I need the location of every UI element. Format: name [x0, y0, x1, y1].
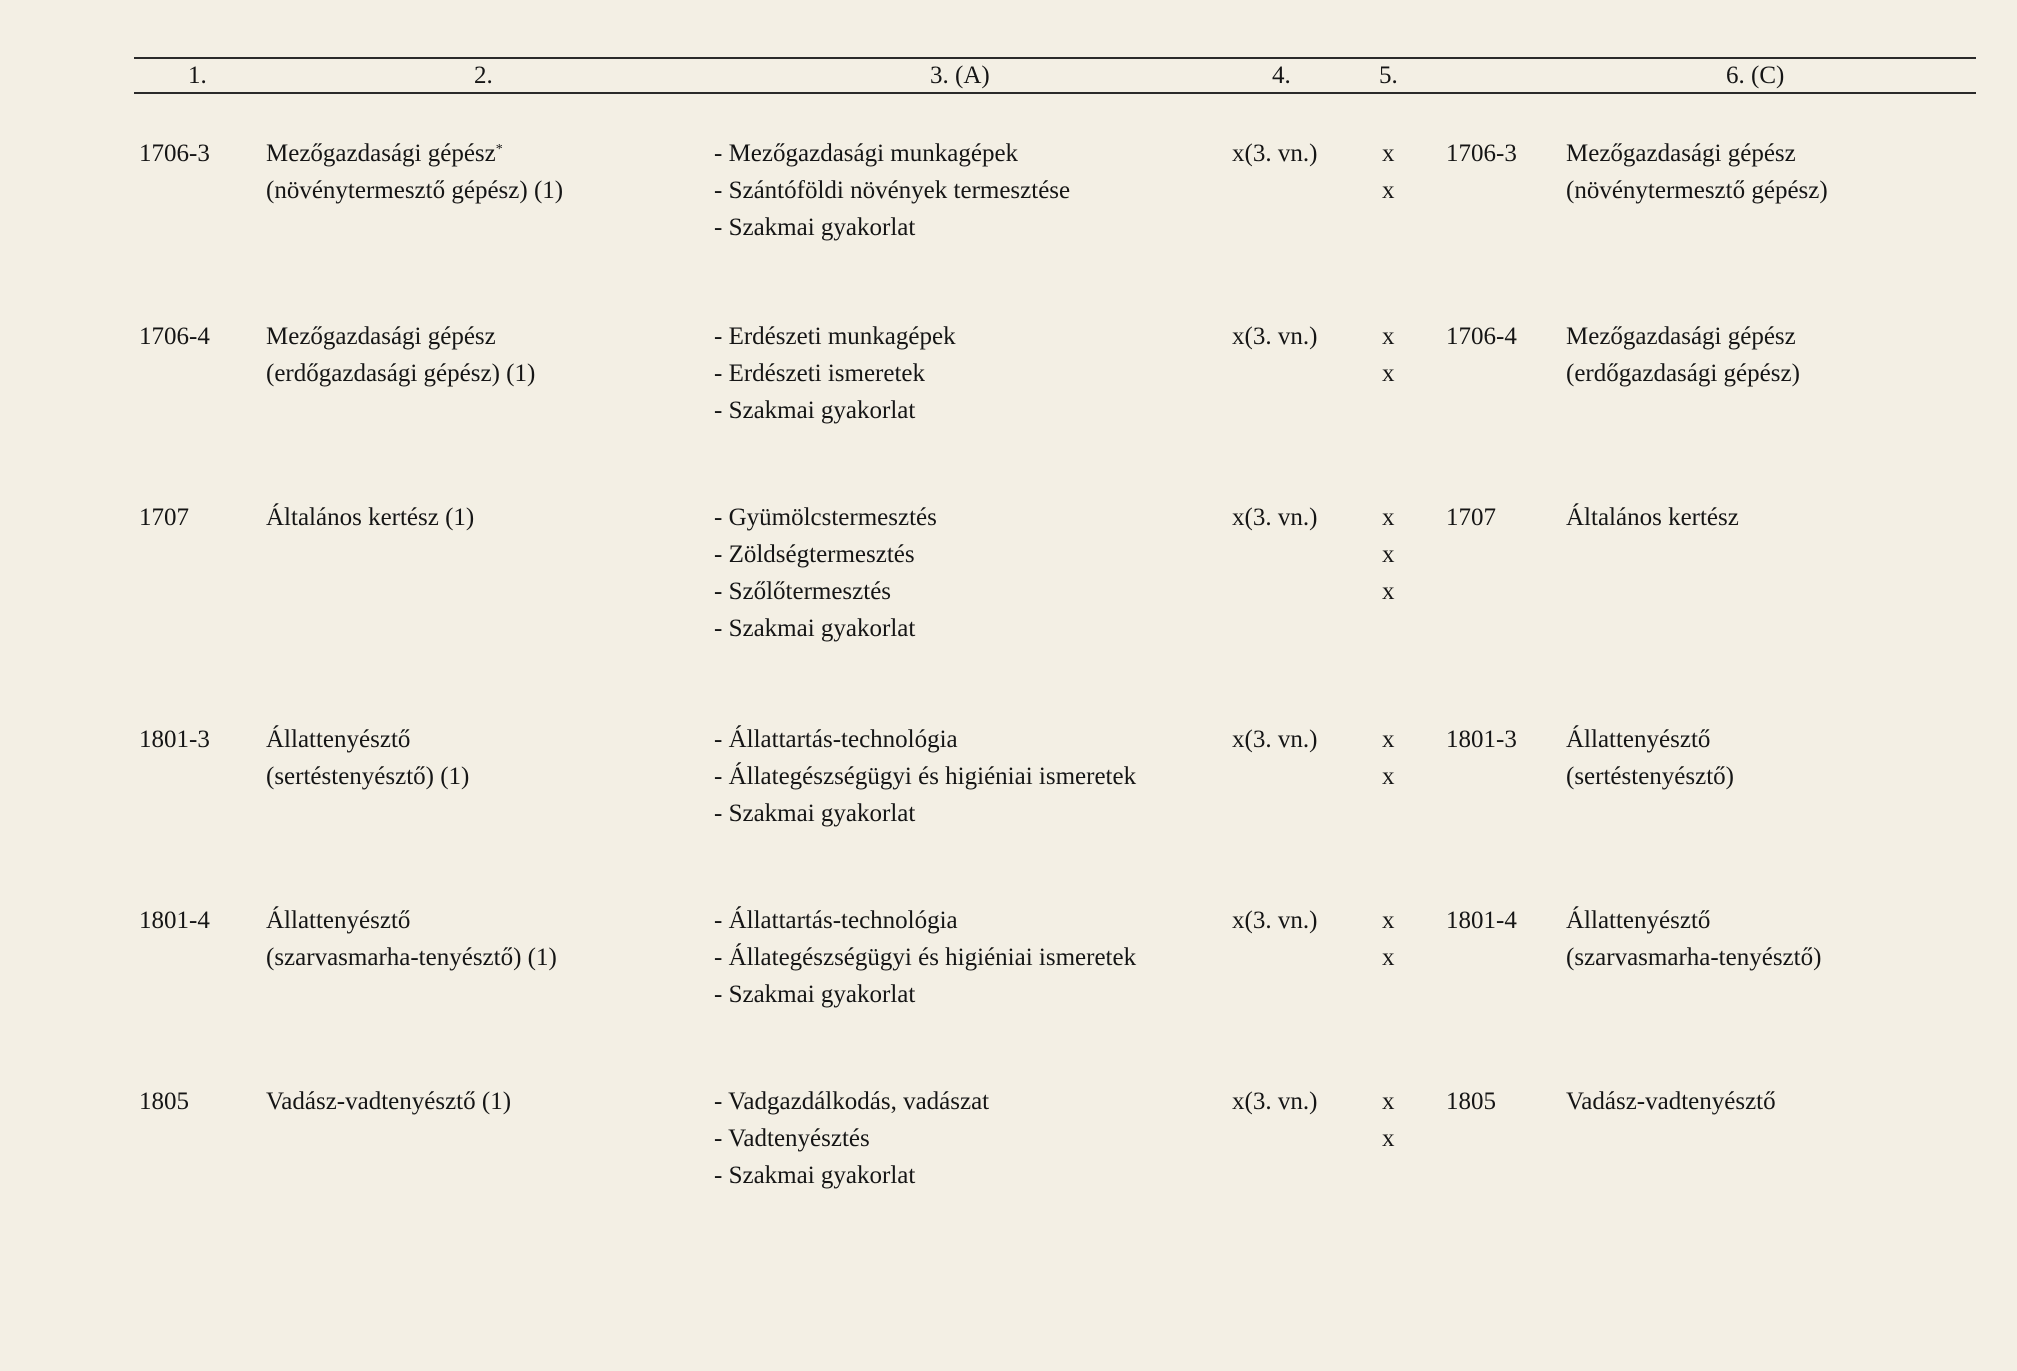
- col5-mark: x: [1382, 907, 1395, 934]
- name-c-line: (szarvasmarha-tenyésztő): [1566, 944, 1822, 971]
- row-col5: [1382, 499, 1395, 610]
- header-col-3: 3. (A): [930, 62, 990, 89]
- row-subjects: [714, 721, 1136, 832]
- row-name: [266, 318, 535, 392]
- col5-mark: x: [1382, 944, 1395, 971]
- subject-line: - Állattartás-technológia: [714, 907, 958, 934]
- row-name-c: [1566, 499, 1739, 536]
- row-name-c: [1566, 721, 1734, 795]
- subject-line: - Szakmai gyakorlat: [714, 214, 916, 241]
- row-name: [266, 1083, 511, 1120]
- subject-line: - Vadgazdálkodás, vadászat: [714, 1088, 990, 1115]
- row-subjects: [714, 318, 956, 429]
- row-subjects: [714, 902, 1136, 1013]
- row-code-c: 1706-3: [1446, 140, 1517, 167]
- row-name-line: Állattenyésztő: [266, 907, 411, 934]
- name-c-line: (növénytermesztő gépész): [1566, 177, 1828, 204]
- subject-line: - Mezőgazdasági munkagépek: [714, 140, 1019, 167]
- row-code: 1805: [139, 1088, 189, 1115]
- subject-line: - Szakmai gyakorlat: [714, 1162, 916, 1189]
- col5-mark: x: [1382, 726, 1395, 753]
- name-c-line: Vadász-vadtenyésztő: [1566, 1088, 1776, 1115]
- header-bottom-rule: [134, 92, 1976, 94]
- header-col-4: 4.: [1272, 62, 1291, 89]
- col5-mark: x: [1382, 323, 1395, 350]
- subject-line: - Szakmai gyakorlat: [714, 397, 916, 424]
- row-subjects: [714, 1083, 989, 1194]
- row-name: [266, 135, 563, 209]
- row-col4: x(3. vn.): [1232, 140, 1318, 167]
- row-col5: [1382, 1083, 1395, 1157]
- footnote-mark: *: [495, 142, 503, 157]
- row-name: [266, 721, 469, 795]
- row-name-line: Vadász-vadtenyésztő (1): [266, 1088, 512, 1115]
- subject-line: - Gyümölcstermesztés: [714, 504, 937, 531]
- row-code: 1706-3: [139, 140, 210, 167]
- header-col-2: 2.: [474, 62, 493, 89]
- row-name-c: [1566, 1083, 1776, 1120]
- row-code: 1706-4: [139, 323, 210, 350]
- subject-line: - Zöldségtermesztés: [714, 541, 915, 568]
- subject-line: - Szakmai gyakorlat: [714, 615, 916, 642]
- row-code-c: 1801-4: [1446, 907, 1517, 934]
- col5-mark: x: [1382, 177, 1395, 204]
- row-name-c: [1566, 902, 1821, 976]
- col5-mark: x: [1382, 360, 1395, 387]
- row-code: 1801-4: [139, 907, 210, 934]
- subject-line: - Állattartás-technológia: [714, 726, 958, 753]
- row-code-c: 1801-3: [1446, 726, 1517, 753]
- subject-line: - Szántóföldi növények termesztése: [714, 177, 1071, 204]
- row-name-line: (sertéstenyésztő) (1): [266, 763, 470, 790]
- row-code-c: 1707: [1446, 504, 1496, 531]
- row-name-c: [1566, 318, 1800, 392]
- col5-mark: x: [1382, 140, 1395, 167]
- row-subjects: [714, 499, 937, 647]
- row-col5: [1382, 318, 1395, 392]
- row-col4: x(3. vn.): [1232, 1088, 1318, 1115]
- row-subjects: [714, 135, 1070, 246]
- row-col5: [1382, 721, 1395, 795]
- subject-line: - Szakmai gyakorlat: [714, 981, 916, 1008]
- row-col4: x(3. vn.): [1232, 323, 1318, 350]
- header-top-rule: [134, 57, 1976, 59]
- name-c-line: Állattenyésztő: [1566, 726, 1711, 753]
- row-col5: [1382, 902, 1395, 976]
- name-c-line: Állattenyésztő: [1566, 907, 1711, 934]
- col5-mark: x: [1382, 578, 1395, 605]
- col5-mark: x: [1382, 1088, 1395, 1115]
- row-name-c: [1566, 135, 1828, 209]
- row-code: 1707: [139, 504, 189, 531]
- row-code: 1801-3: [139, 726, 210, 753]
- row-code-c: 1805: [1446, 1088, 1496, 1115]
- row-name-line: (növénytermesztő gépész) (1): [266, 177, 564, 204]
- col5-mark: x: [1382, 541, 1395, 568]
- row-name-line: (erdőgazdasági gépész) (1): [266, 360, 536, 387]
- row-name-line: Általános kertész (1): [266, 504, 475, 531]
- name-c-line: Általános kertész: [1566, 504, 1739, 531]
- name-c-line: (sertéstenyésztő): [1566, 763, 1734, 790]
- header-col-6: 6. (C): [1726, 62, 1785, 89]
- header-col-5: 5.: [1379, 62, 1398, 89]
- subject-line: - Szakmai gyakorlat: [714, 800, 916, 827]
- row-name: [266, 499, 474, 536]
- row-col4: x(3. vn.): [1232, 726, 1318, 753]
- name-c-line: Mezőgazdasági gépész: [1566, 323, 1796, 350]
- subject-line: - Állategészségügyi és higiéniai ismeretek: [714, 763, 1137, 790]
- row-name-line: Mezőgazdasági gépész: [266, 323, 496, 350]
- row-col5: [1382, 135, 1395, 209]
- name-c-line: Mezőgazdasági gépész: [1566, 140, 1796, 167]
- row-col4: x(3. vn.): [1232, 907, 1318, 934]
- subject-line: - Állategészségügyi és higiéniai ismeretek: [714, 944, 1137, 971]
- row-name-line: Állattenyésztő: [266, 726, 411, 753]
- row-name-line: (szarvasmarha-tenyésztő) (1): [266, 944, 557, 971]
- subject-line: - Szőlőtermesztés: [714, 578, 892, 605]
- name-c-line: (erdőgazdasági gépész): [1566, 360, 1800, 387]
- col5-mark: x: [1382, 504, 1395, 531]
- subject-line: - Vadtenyésztés: [714, 1125, 870, 1152]
- row-name: [266, 902, 557, 976]
- col5-mark: x: [1382, 1125, 1395, 1152]
- row-code-c: 1706-4: [1446, 323, 1517, 350]
- subject-line: - Erdészeti ismeretek: [714, 360, 926, 387]
- row-name-line: Mezőgazdasági gépész*: [266, 140, 503, 167]
- col5-mark: x: [1382, 763, 1395, 790]
- row-col4: x(3. vn.): [1232, 504, 1318, 531]
- header-col-1: 1.: [188, 62, 207, 89]
- subject-line: - Erdészeti munkagépek: [714, 323, 956, 350]
